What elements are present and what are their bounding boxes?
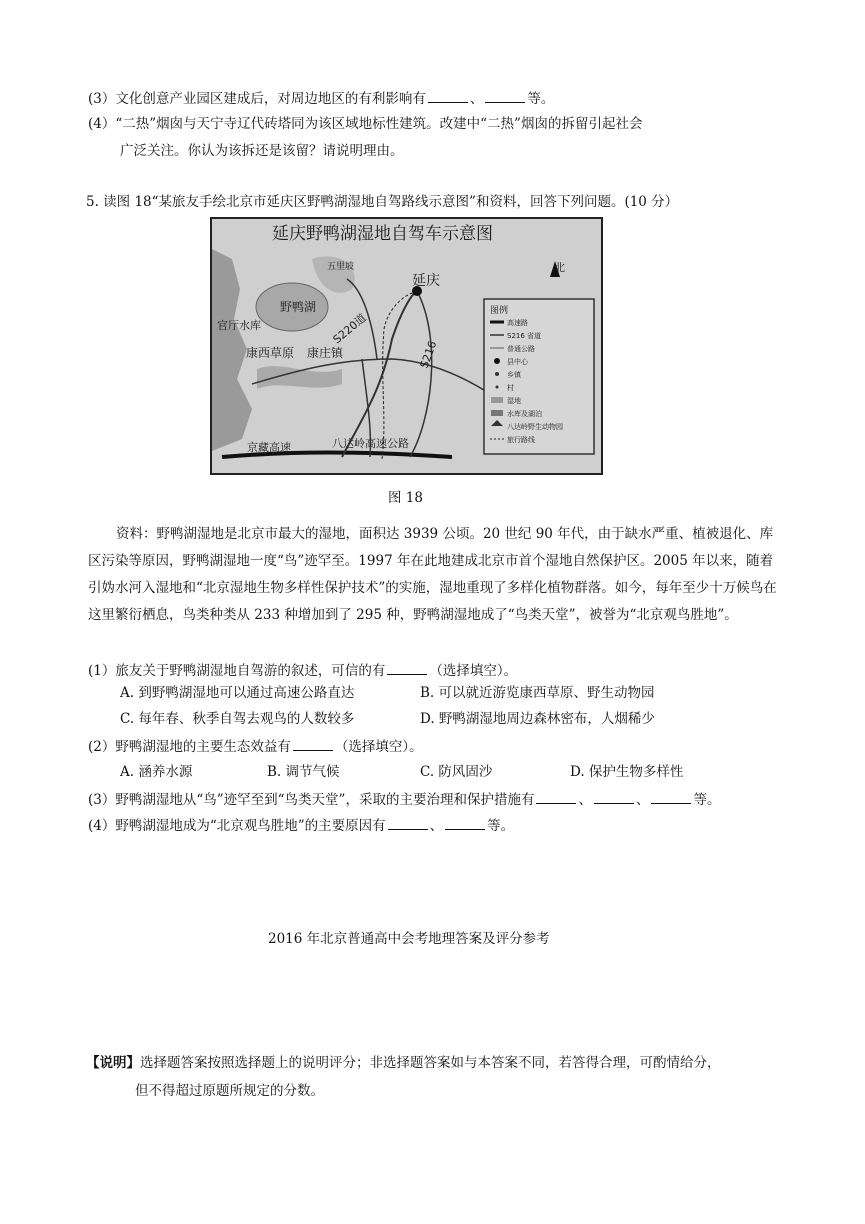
label-wuli: 五里坡 bbox=[327, 262, 355, 272]
legend-item: 八达岭野生动物园 bbox=[507, 423, 563, 431]
label-guanting: 官厅水库 bbox=[217, 319, 261, 332]
q4-sub4-line2: 广泛关注。你认为该拆还是该留？请说明理由。 bbox=[120, 143, 404, 159]
q4-sub3: (3）文化创意产业园区建成后，对周边地区的有利影响有 、 等。 bbox=[88, 88, 554, 109]
question-5-2: (2）野鸭湖湿地的主要生态效益有 （选择填空）。 bbox=[88, 736, 423, 757]
option-item: B. 调节气候 bbox=[267, 764, 340, 780]
label-kangzhuang: 康庄镇 bbox=[307, 346, 344, 360]
legend-item: 湿地 bbox=[507, 397, 521, 405]
answer-blank[interactable] bbox=[388, 815, 428, 830]
travel-route bbox=[382, 293, 412, 459]
legend-item: 县中心 bbox=[507, 358, 528, 366]
option-item: A. 涵养水源 bbox=[120, 764, 193, 780]
note-line1: 【说明】选择题答案按照选择题上的说明评分；非选择题答案如与本答案不同，若答得合理，可酌情给分， bbox=[86, 1055, 721, 1071]
answer-blank[interactable] bbox=[536, 789, 576, 804]
question-5-3: (3）野鸭湖湿地从“鸟”迹罕至到“鸟类天堂”，采取的主要治理和保护措施有 、 、 等。 bbox=[88, 789, 720, 810]
label-badaling: 八达岭高速公路 bbox=[332, 437, 409, 450]
question-5-1: (1）旅友关于野鸭湖湿地自驾游的叙述，可信的有 （选择填空）。 bbox=[88, 660, 517, 681]
north-arrow bbox=[550, 261, 565, 277]
answer-blank[interactable] bbox=[485, 88, 525, 103]
answer-blank[interactable] bbox=[387, 660, 427, 675]
s216-road bbox=[410, 291, 432, 457]
reservoir-shore bbox=[257, 366, 342, 389]
figure-caption: 图 18 bbox=[388, 490, 423, 506]
answer-blank[interactable] bbox=[428, 88, 468, 103]
legend-title: 图例 bbox=[490, 306, 509, 316]
note-label: 【说明】 bbox=[86, 1055, 140, 1071]
option-item: C. 防风固沙 bbox=[420, 764, 493, 780]
label-yanqing: 延庆 bbox=[412, 273, 440, 289]
legend-item: 旅行路线 bbox=[507, 436, 535, 444]
option-item: B. 可以就近游览康西草原、野生动物园 bbox=[420, 685, 655, 701]
answer-blank[interactable] bbox=[651, 789, 691, 804]
option-item: C. 每年春、秋季自驾去观鸟的人数较多 bbox=[120, 711, 355, 727]
option-item: A. 到野鸭湖湿地可以通过高速公路直达 bbox=[120, 685, 355, 701]
map-drawing bbox=[212, 219, 601, 473]
question-5-stem: 5. 读图 18“某旅友手绘北京市延庆区野鸭湖湿地自驾路线示意图”和资料，回答下列问题。(10 分） bbox=[86, 194, 679, 210]
material-paragraph: 资料：野鸭湖湿地是北京市最大的湿地，面积达 3939 公顷。20 世纪 90 年代，由于缺水严重、植被退化、库区污染等原因，野鸭湖湿地一度“鸟”迹罕至。1997 年在此地建成北京市首个湿地自然保护区。2005 年以来，随着引妫水河入湿地和“北京湿地生物多样性保护技术”的实施，湿地重现了多样化植物群落。如今，每年至少十万候鸟在这里繁衍栖息，鸟类种类从 233 种增加到了 295 种，野鸭湖湿地成了“鸟类天堂”，被誉为“北京观鸟胜地”。 bbox=[88, 526, 777, 623]
label-yeyahu: 野鸭湖 bbox=[280, 300, 317, 314]
option-item: D. 野鸭湖湿地周边森林密布，人烟稀少 bbox=[420, 711, 655, 727]
option-item: D. 保护生物多样性 bbox=[570, 764, 684, 780]
legend-box bbox=[484, 299, 594, 454]
question-5-4: (4）野鸭湖湿地成为“北京观鸟胜地”的主要原因有 、 等。 bbox=[88, 815, 514, 836]
legend-item: 普通公路 bbox=[507, 345, 535, 353]
badaling-highway bbox=[342, 291, 417, 457]
legend-item: 水库及湖泊 bbox=[507, 410, 542, 418]
legend-item: S216 省道 bbox=[507, 332, 542, 340]
label-s216: S216 bbox=[417, 339, 440, 371]
answer-blank[interactable] bbox=[293, 736, 333, 751]
label-north: 北 bbox=[554, 261, 565, 274]
q4-sub4-line1: (4）“二热”烟囱与天宁寺辽代砖塔同为该区域地标性建筑。改建中“二热”烟囱的拆留引起社会 bbox=[88, 116, 643, 132]
label-s220: S220道 bbox=[330, 311, 369, 347]
legend-item: 高速路 bbox=[507, 319, 528, 327]
hand-drawn-map bbox=[210, 217, 603, 475]
answer-blank[interactable] bbox=[445, 815, 485, 830]
answer-section-title: 2016 年北京普通高中会考地理答案及评分参考 bbox=[268, 931, 550, 947]
map-title: 延庆野鸭湖湿地自驾车示意图 bbox=[272, 224, 493, 244]
legend-item: 村 bbox=[507, 384, 514, 392]
label-jingzang: 京藏高速 bbox=[247, 441, 291, 454]
answer-blank[interactable] bbox=[594, 789, 634, 804]
legend-item: 乡镇 bbox=[507, 371, 521, 379]
label-kangxi: 康西草原 bbox=[246, 346, 295, 360]
note-line2: 但不得超过原题所规定的分数。 bbox=[135, 1083, 324, 1099]
